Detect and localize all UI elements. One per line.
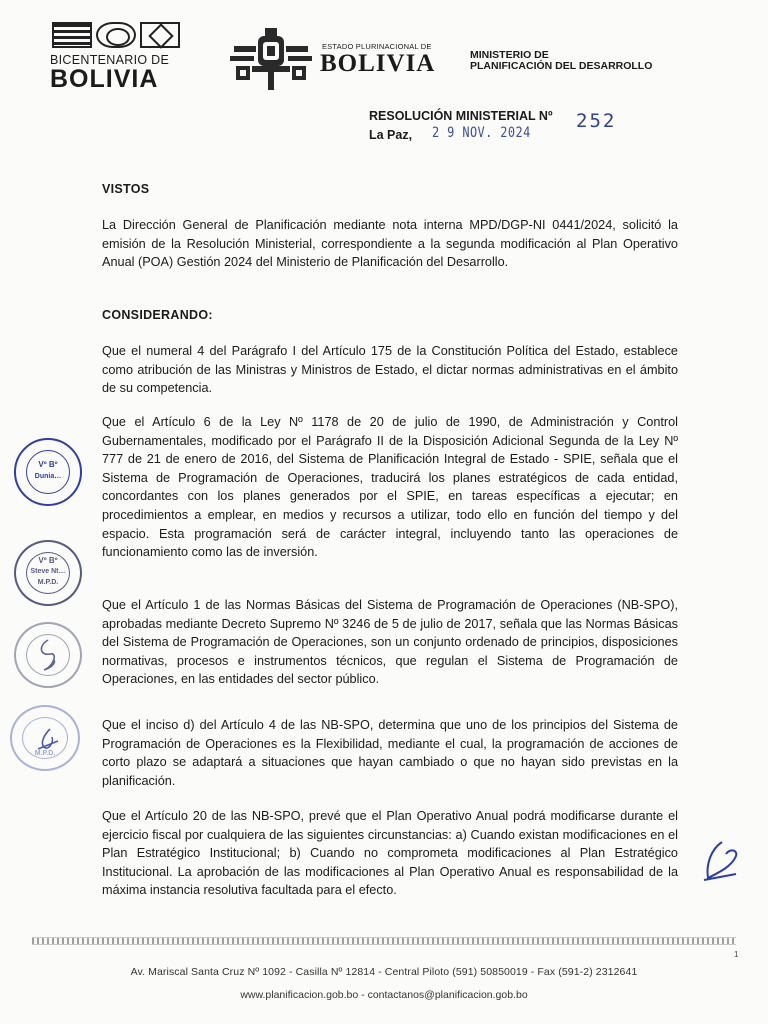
stamp-1-name: Dunia… (34, 473, 62, 480)
approval-stamp-1 (14, 438, 82, 506)
approval-stamp-2 (14, 540, 82, 606)
stamp-1-vobo: Vº Bº (38, 460, 58, 469)
margin-signature-icon (700, 838, 742, 884)
approval-stamp-3 (14, 622, 82, 688)
paragraph-2: Que el numeral 4 del Parágrafo I del Artículo 175 de la Constitución Política del Estado, establece como atribución de las Ministras y Ministros de Estado, el dictar normas administrativas en el ámbito de su competencia. (102, 344, 678, 396)
footer-divider (32, 937, 736, 945)
resolution-label: RESOLUCIÓN MINISTERIAL Nº (369, 109, 553, 123)
paragraph-5: Que el inciso d) del Artículo 4 de las NB-SPO, determina que uno de los principios del Sistema de Programación de Operaciones es la Flexibilidad, mediante el cual, la programación de acciones de corto plazo se adaptará a situaciones que hayan cambiado o que no hayan sido previstas en la planificación. (102, 718, 678, 788)
page-number: 1 (734, 950, 739, 959)
paragraph-3: Que el Artículo 6 de la Ley Nº 1178 de 20 de julio de 1990, de Administración y Control Gubernamentales, modificado por el Parágrafo II de la Disposición Adicional Segunda de la Ley Nº 777 de 21 de enero de 2016, del Sistema de Planificación Integral de Estado - SPIE, señala que el Sistema de Programación de Operaciones, traducirá los planes estratégicos de cada entidad, concordantes con los planes generados por el SPIE, en tareas específicas a ejecutar; en procedimientos a emplear, en medios y recursos a utilizar, todo ello en función del tiempo y del espacio. Esta programación será de carácter integral, incluyendo tanto las operaciones de funcionamiento como las de inversión. (102, 415, 678, 560)
spiral-icon (96, 22, 136, 48)
resolution-date-stamp: 2 9 NOV. 2024 (432, 125, 531, 141)
paragraph-4: Que el Artículo 1 de las Normas Básicas del Sistema de Programación de Operaciones (NB-SPO), aprobadas mediante Decreto Supremo Nº 3246 de 5 de julio de 2017, señala que las Normas Básicas del Sistema de Programación de Operaciones, son un conjunto ordenado de principios, disposiciones normativas, procesos e instrumentos técnicos, que regulan el Sistema de Programación de Operaciones, en las entidades del sector público. (102, 598, 678, 687)
section-vistos: VISTOS (102, 182, 150, 196)
ministerio-title (470, 50, 652, 72)
bicentenario-logo (50, 22, 190, 94)
coat-of-arms-icon (228, 26, 314, 94)
resolution-number: 252 (576, 110, 617, 132)
stripes-icon (52, 22, 92, 48)
estado-label: ESTADO PLURINACIONAL DE (322, 42, 432, 51)
bicentenario-country: BOLIVIA (50, 65, 159, 93)
bicentenario-emblem-icons (52, 22, 190, 48)
estado-country: BOLIVIA (320, 50, 436, 77)
ministerio-line-1: MINISTERIO DE (470, 49, 549, 61)
stamp-2-vobo: Vº Bº (38, 556, 58, 565)
signature-icon (32, 727, 62, 753)
paragraph-6: Que el Artículo 20 de las NB-SPO, prevé que el Plan Operativo Anual podrá modificarse durante el ejercicio fiscal por cualquiera de las siguientes circunstancias: a) Cuando existan modificaciones en el Plan Estratégico Institucional; b) Cuando no comprometa modificaciones al Plan Estratégico Institucional. La aprobación de las modificaciones al Plan Operativo Anual es responsabilidad de la máxima instancia resolutiva facultada para el efecto. (102, 809, 678, 898)
section-considerando: CONSIDERANDO: (102, 308, 213, 322)
stamp-2-name: Steve Nt… (30, 568, 66, 575)
stamp-2-org: M.P.D. (37, 579, 59, 586)
footer-address: Av. Mariscal Santa Cruz Nº 1092 - Casilla Nº 12814 - Central Piloto (591) 50850019 - Fax (591-2) 2312641 (130, 966, 638, 978)
diamond-icon (140, 22, 180, 48)
paragraph-1: La Dirección General de Planificación mediante nota interna MPD/DGP-NI 0441/2024, solicitó la emisión de la Resolución Ministerial, correspondiente a la segunda modificación al Plan Operativo Anual (POA) Gestión 2024 del Ministerio de Planificación del Desarrollo. (102, 218, 678, 270)
bicentenario-label: BICENTENARIO DE (50, 53, 170, 67)
resolution-city: La Paz, (369, 128, 413, 142)
signature-icon (34, 638, 64, 674)
ministerio-line-2: PLANIFICACIÓN DEL DESARROLLO (470, 60, 653, 72)
stamp-4-org: M.P.D. (34, 750, 56, 757)
footer-web: www.planificacion.gob.bo - contactanos@planificacion.gob.bo (240, 989, 528, 1001)
approval-stamp-4 (10, 705, 80, 771)
